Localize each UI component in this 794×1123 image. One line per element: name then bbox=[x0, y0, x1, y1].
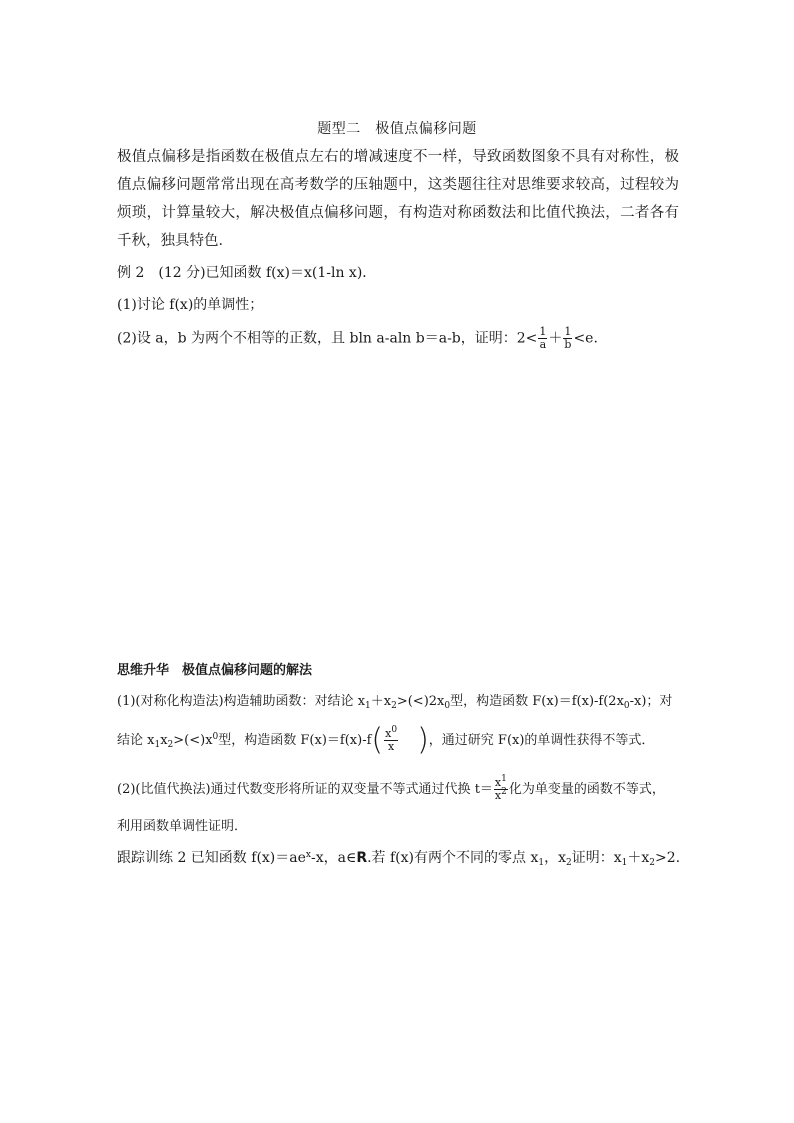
fraction-x0-over-x: $\frac{x^0}{x}$ bbox=[385, 725, 398, 753]
method-2-line-2: 利用函数单调性证明． bbox=[117, 819, 248, 834]
part2-text-b: <e. bbox=[573, 330, 598, 347]
example-part-1: (1)讨论 f(x)的单调性； bbox=[117, 297, 264, 313]
fraction-1-over-b: $\frac{1}{b}$ bbox=[564, 325, 572, 351]
method-heading: 思维升华 极值点偏移问题的解法 bbox=[117, 663, 313, 678]
method-1-line-2: 结论 $x_1x_2>(<)x^0$型，构造函数 F(x)＝f(x)-f( $\frac{x^0}{x}$ )，通过研究 F(x)的单调性获得不等式． bbox=[117, 722, 655, 758]
part2-text-a: (2)设 a，b 为两个不相等的正数，且 bln a-aln b＝a-b，证明：2< bbox=[117, 330, 538, 347]
fraction-x1-over-x2: $\frac{x^1}{x^2}$ bbox=[494, 774, 507, 802]
section-title: 题型二 极值点偏移问题 bbox=[317, 121, 477, 137]
fraction-1-over-a: $\frac{1}{a}$ bbox=[539, 325, 547, 351]
intro-paragraph: 极值点偏移是指函数在极值点左右的增减速度不一样，导致函数图象不具有对称性，极值点偏移问题常常出现在高考数学的压轴题中，这类题往往对思维要求较高，过程较为烦琐，计算量较大，解决极值点偏移问题，有构造对称函数法和比值代换法，二者各有千秋，独具特色． bbox=[117, 149, 679, 249]
practice-problem: 跟踪训练 2 已知函数 $f(x)=ae^x-x$，a∈R.若 f(x)有两个不同的零点 $x_1$，$x_2$证明：$x_1+x_2>2$. bbox=[117, 850, 681, 868]
method-2-line-1: (2)(比值代换法)通过代数变形将所证的双变量不等式通过代换 t＝ $\frac{x^1}{x^2}$ 化为单变量的函数不等式， bbox=[117, 774, 665, 802]
method-1-line-1: (1)(对称化构造法)构造辅助函数：对结论 $x_1+x_2>(<)2x_0$型，构造函数 $F(x)=f(x)-f(2x_0-x)$；对 bbox=[117, 694, 673, 711]
example-heading: 例 2 (12 分)已知函数 f(x)＝x(1-ln x)． bbox=[117, 265, 377, 281]
plus-sign: ＋ bbox=[548, 330, 563, 347]
right-paren: ) bbox=[417, 722, 429, 758]
example-part-2 bbox=[117, 326, 598, 351]
left-paren: ( bbox=[371, 722, 384, 758]
